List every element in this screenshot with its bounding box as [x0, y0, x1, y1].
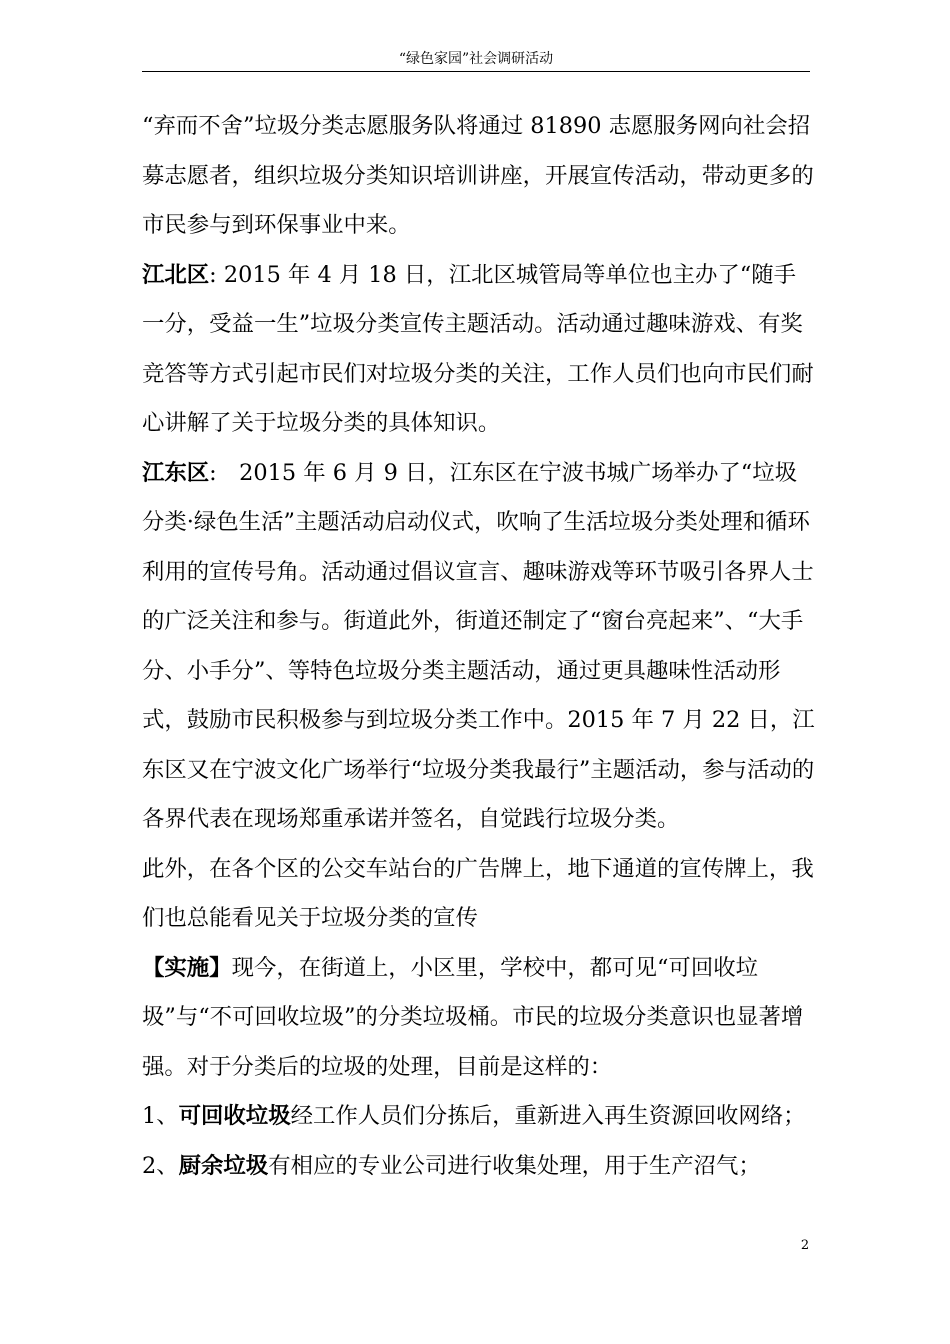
- list-term-recyclable: 可回收垃圾: [178, 1103, 291, 1129]
- list-number: 2、: [142, 1152, 179, 1179]
- paragraph-implementation: [142, 944, 818, 1093]
- page-header: “绿色家园”社会调研活动: [398, 51, 554, 67]
- paragraph-jiangbei: [142, 251, 818, 449]
- list-item-kitchen-waste: [142, 1142, 818, 1192]
- list-number: 1、: [142, 1103, 179, 1129]
- paragraph-billboards: [142, 845, 818, 944]
- list-text: 经工作人员们分拣后，重新进入再生资源回收网络；: [290, 1103, 806, 1129]
- page-number: 2: [800, 1238, 810, 1253]
- list-term-kitchen-waste: 厨余垃圾: [178, 1152, 269, 1179]
- header-divider: [142, 71, 810, 72]
- paragraph-jiangdong: [142, 449, 818, 845]
- document-body: [142, 102, 818, 1191]
- district-label-jiangbei: 江北区: [142, 261, 210, 288]
- district-label-jiangdong: 江东区: [142, 459, 210, 486]
- paragraph-text: 现今，在街道上，小区里，学校中，都可见“可回收垃圾”与“不可回收垃圾”的分类垃圾桶。市民的垃圾分类意识也显著增强。对于分类后的垃圾的处理，目前是这样的：: [142, 954, 804, 1080]
- paragraph-text: : 2015 年 6 月 9 日，江东区在宁波书城广场举办了“垃圾分类·绿色生活”主题活动启动仪式，吹响了生活垃圾分类处理和循环利用的宣传号角。活动通过倡议宣言、趣味游戏等环节吸引各界人士的广泛关注和参与。街道此外，街道还制定了“窗台亮起来”、“大手分、小手分”、等特色垃圾分类主题活动，通过更具趣味性活动形式，鼓励市民积极参与到垃圾分类工作中。2015 年 7 月 22 日，江东区又在宁波文化广场举行“垃圾分类我最行”主题活动，参与活动的各界代表在现场郑重承诺并签名，自觉践行垃圾分类。: [142, 459, 815, 832]
- paragraph-volunteer: [142, 102, 818, 251]
- list-text: 有相应的专业公司进行收集处理，用于生产沼气；: [268, 1152, 761, 1179]
- section-label-implementation: 【实施】: [142, 954, 232, 981]
- paragraph-text: 此外，在各个区的公交车站台的广告牌上，地下通道的宣传牌上，我们也总能看见关于垃圾分类的宣传: [142, 855, 814, 931]
- paragraph-text: “弃而不舍”垃圾分类志愿服务队将通过 81890 志愿服务网向社会招募志愿者，组织垃圾分类知识培训讲座，开展宣传活动，带动更多的市民参与到环保事业中来。: [142, 113, 814, 238]
- list-item-recyclable: [142, 1092, 818, 1142]
- paragraph-text: : 2015 年 4 月 18 日，江北区城管局等单位也主办了“随手一分，受益一生”垃圾分类宣传主题活动。活动通过趣味游戏、有奖竞答等方式引起市民们对垃圾分类的关注，工作人员们也向市民们耐心讲解了关于垃圾分类的具体知识。: [142, 261, 814, 436]
